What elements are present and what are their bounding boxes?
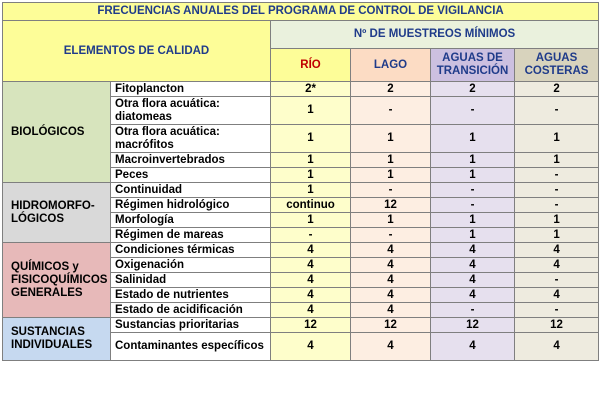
group-hidromorfologicos: HIDROMORFO-LÓGICOS bbox=[3, 183, 111, 243]
value-cell: - bbox=[271, 228, 351, 243]
value-cell: 1 bbox=[515, 228, 599, 243]
elementos-header: ELEMENTOS DE CALIDAD bbox=[3, 21, 271, 82]
value-cell: 4 bbox=[271, 258, 351, 273]
value-cell: - bbox=[515, 303, 599, 318]
element-label: Régimen de mareas bbox=[111, 228, 271, 243]
col-header-transicion: AGUAS DE TRANSICIÓN bbox=[431, 49, 515, 82]
group-biologicos: BIOLÓGICOS bbox=[3, 82, 111, 183]
value-cell: 2* bbox=[271, 82, 351, 97]
value-cell: 1 bbox=[431, 213, 515, 228]
value-cell: - bbox=[515, 168, 599, 183]
element-label: Macroinvertebrados bbox=[111, 153, 271, 168]
value-cell: - bbox=[515, 183, 599, 198]
value-cell: - bbox=[431, 97, 515, 125]
value-cell: 2 bbox=[431, 82, 515, 97]
value-cell: 4 bbox=[431, 258, 515, 273]
value-cell: 4 bbox=[271, 273, 351, 288]
element-label: Oxigenación bbox=[111, 258, 271, 273]
col-header-lago: LAGO bbox=[351, 49, 431, 82]
value-cell: 1 bbox=[351, 213, 431, 228]
col-header-rio: RÍO bbox=[271, 49, 351, 82]
value-cell: 2 bbox=[351, 82, 431, 97]
value-cell: - bbox=[431, 303, 515, 318]
value-cell: 1 bbox=[515, 125, 599, 153]
element-label: Régimen hidrológico bbox=[111, 198, 271, 213]
value-cell: - bbox=[515, 273, 599, 288]
value-cell: 12 bbox=[271, 318, 351, 333]
element-label: Estado de acidificación bbox=[111, 303, 271, 318]
value-cell: 4 bbox=[271, 243, 351, 258]
value-cell: 4 bbox=[431, 333, 515, 361]
value-cell: - bbox=[431, 198, 515, 213]
element-label: Estado de nutrientes bbox=[111, 288, 271, 303]
value-cell: 4 bbox=[515, 333, 599, 361]
value-cell: 4 bbox=[271, 333, 351, 361]
value-cell: 4 bbox=[515, 258, 599, 273]
value-cell: 4 bbox=[431, 243, 515, 258]
element-label: Peces bbox=[111, 168, 271, 183]
value-cell: 1 bbox=[271, 153, 351, 168]
value-cell: 4 bbox=[431, 273, 515, 288]
value-cell: 1 bbox=[271, 183, 351, 198]
value-cell: 4 bbox=[351, 288, 431, 303]
value-cell: 1 bbox=[351, 153, 431, 168]
value-cell: - bbox=[515, 198, 599, 213]
group-sustancias: SUSTANCIAS INDIVIDUALES bbox=[3, 318, 111, 361]
value-cell: 1 bbox=[515, 153, 599, 168]
value-cell: 1 bbox=[515, 213, 599, 228]
table-row bbox=[3, 183, 599, 198]
value-cell: 1 bbox=[351, 168, 431, 183]
value-cell: 12 bbox=[351, 198, 431, 213]
element-label: Fitoplancton bbox=[111, 82, 271, 97]
value-cell: 4 bbox=[515, 288, 599, 303]
muestreos-header: Nº DE MUESTREOS MÍNIMOS bbox=[271, 21, 599, 49]
value-cell: 4 bbox=[351, 273, 431, 288]
value-cell: 4 bbox=[351, 243, 431, 258]
value-cell: 12 bbox=[431, 318, 515, 333]
element-label: Contaminantes específicos bbox=[111, 333, 271, 361]
table-row bbox=[3, 82, 599, 97]
value-cell: 4 bbox=[351, 258, 431, 273]
value-cell: - bbox=[431, 183, 515, 198]
element-label: Sustancias prioritarias bbox=[111, 318, 271, 333]
value-cell: 1 bbox=[431, 125, 515, 153]
value-cell: - bbox=[515, 97, 599, 125]
value-cell: 1 bbox=[431, 168, 515, 183]
value-cell: 1 bbox=[431, 228, 515, 243]
element-label: Salinidad bbox=[111, 273, 271, 288]
element-label: Continuidad bbox=[111, 183, 271, 198]
value-cell: 4 bbox=[431, 288, 515, 303]
value-cell: 1 bbox=[431, 153, 515, 168]
value-cell: 12 bbox=[351, 318, 431, 333]
value-cell: 4 bbox=[271, 288, 351, 303]
value-cell: - bbox=[351, 97, 431, 125]
table-row bbox=[3, 243, 599, 258]
element-label: Otra flora acuática: macrófitos bbox=[111, 125, 271, 153]
value-cell: 4 bbox=[351, 303, 431, 318]
element-label: Otra flora acuática: diatomeas bbox=[111, 97, 271, 125]
value-cell: 1 bbox=[351, 125, 431, 153]
vigilancia-table bbox=[2, 2, 599, 361]
value-cell: 1 bbox=[271, 97, 351, 125]
value-cell: 1 bbox=[271, 125, 351, 153]
value-cell: 12 bbox=[515, 318, 599, 333]
table-title: FRECUENCIAS ANUALES DEL PROGRAMA DE CONTROL DE VIGILANCIA bbox=[3, 3, 599, 21]
value-cell: 4 bbox=[351, 333, 431, 361]
value-cell: continuo bbox=[271, 198, 351, 213]
col-header-costeras: AGUAS COSTERAS bbox=[515, 49, 599, 82]
element-label: Condiciones térmicas bbox=[111, 243, 271, 258]
value-cell: - bbox=[351, 228, 431, 243]
value-cell: 4 bbox=[515, 243, 599, 258]
table-row bbox=[3, 318, 599, 333]
element-label: Morfología bbox=[111, 213, 271, 228]
value-cell: 1 bbox=[271, 213, 351, 228]
value-cell: 2 bbox=[515, 82, 599, 97]
value-cell: - bbox=[351, 183, 431, 198]
value-cell: 1 bbox=[271, 168, 351, 183]
value-cell: 4 bbox=[271, 303, 351, 318]
group-quimicos: QUÍMICOS y FISICOQUÍMICOS GENERALES bbox=[3, 243, 111, 318]
